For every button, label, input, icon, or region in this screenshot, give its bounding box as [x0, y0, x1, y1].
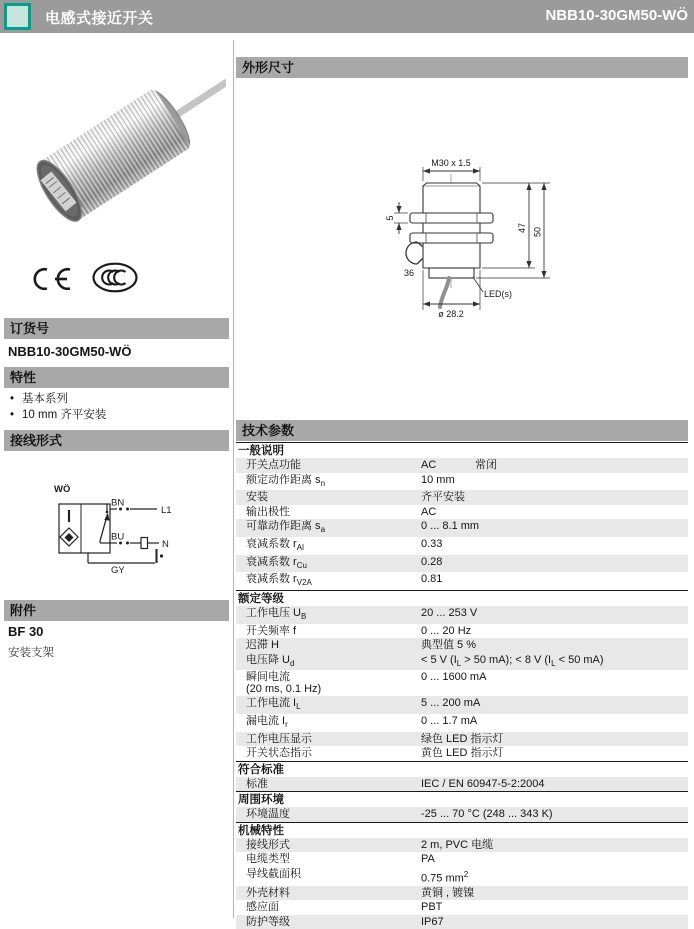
features-list [8, 391, 223, 423]
table-row [236, 458, 688, 473]
table-row [236, 838, 688, 853]
table-section-header: 符合标准 [236, 761, 688, 777]
param-value-part: AC [421, 459, 437, 471]
table-row [236, 746, 688, 761]
table-section-header: 额定等级 [236, 590, 688, 606]
certification-marks [28, 262, 208, 294]
param-value: 0 ... 20 Hz [421, 624, 472, 637]
param-value: IEC / EN 60947-5-2:2004 [421, 777, 545, 790]
param-label: 开关频率 f [246, 624, 297, 637]
param-label: 衰减系数 $r_{V2A}$ [246, 573, 312, 588]
param-label: 外壳材料 [246, 886, 290, 899]
ce-mark-icon [28, 266, 74, 292]
section-header-features: 特性 [4, 367, 229, 388]
length-50-label: 50 [532, 226, 543, 238]
param-value: 黄铜 , 镀镍 [421, 886, 475, 899]
table-row [236, 732, 688, 747]
param-value: 齐平安装 [421, 491, 465, 504]
section-header-dimensions: 外形尺寸 [236, 57, 688, 78]
feature-item: • 基本系列 [8, 391, 223, 407]
nut-thickness-label: 5 [385, 215, 395, 221]
wire-gy-label: GY [111, 565, 125, 576]
wiring-type-label: WÖ [54, 484, 71, 495]
param-value: 20 ... 253 V [421, 606, 478, 619]
param-value: < 5 V ($I_L > 50$ mA); < 8 V ($I_L < 50$ mA) [421, 653, 604, 668]
wire-bn-label: BN [111, 497, 125, 509]
product-photo [8, 48, 226, 256]
table-row [236, 490, 688, 505]
table-row [236, 624, 688, 639]
table-row [236, 900, 688, 915]
param-label: 电压降 $U_d$ [246, 653, 295, 668]
wire-bu-label: BU [111, 531, 125, 543]
param-label: 额定动作距离 $s_n$ [246, 473, 326, 488]
table-row [236, 886, 688, 901]
param-value [421, 458, 688, 473]
section-header-tech: 技术参数 [236, 420, 688, 441]
param-label: 感应面 [246, 901, 279, 914]
table-row [236, 670, 688, 696]
table-row [236, 915, 688, 929]
param-label: 可靠动作距离 $s_a$ [246, 520, 326, 535]
param-label: 开关状态指示 [246, 747, 312, 760]
param-value: 黄色 LED 指示灯 [421, 747, 504, 760]
table-section-header: 周围环境 [236, 791, 688, 807]
sensor-cable [173, 82, 226, 117]
terminal-n-label: N [162, 539, 169, 550]
param-value: PBT [421, 901, 443, 914]
feature-item: • 10 mm 齐平安装 [8, 407, 223, 423]
table-row [236, 537, 688, 555]
column-divider [233, 40, 234, 918]
table-section-header: 机械特性 [236, 822, 688, 838]
dimension-drawing [383, 140, 611, 332]
wiring-diagram [8, 462, 228, 580]
section-header-connection: 接线形式 [4, 430, 229, 451]
param-value: 2 m, PVC 电缆 [421, 838, 494, 851]
param-value: IP67 [421, 915, 444, 928]
table-row [236, 777, 688, 792]
param-value: PA [421, 853, 435, 866]
table-row [236, 714, 688, 732]
table-section-header: 一般说明 [236, 442, 688, 458]
param-label: 工作电压 $U_B$ [246, 606, 307, 622]
param-value: AC [421, 505, 437, 518]
param-label: 开关点功能 [246, 459, 301, 471]
wrench-icon [406, 242, 423, 264]
param-value: 10 mm [421, 473, 455, 486]
table-row [236, 653, 688, 671]
load-symbol [141, 538, 148, 549]
length-47-label: 47 [517, 222, 527, 234]
table-row [236, 696, 688, 714]
table-row [236, 473, 688, 491]
param-label: 安装 [246, 491, 268, 504]
param-value: 0 ... 8.1 mm [421, 520, 480, 533]
param-value: 0 ... 1600 mA [421, 671, 487, 684]
table-row [236, 852, 688, 867]
accessory-description: 安装支架 [8, 647, 54, 659]
terminal-l1-label: L1 [161, 505, 172, 516]
order-number: NBB10-30GM50-WÖ [8, 344, 132, 359]
hex-nut [410, 233, 493, 243]
param-value: 5 ... 200 mA [421, 697, 481, 710]
brand-square-icon [4, 3, 31, 30]
param-value: 绿色 LED 指示灯 [421, 732, 504, 745]
param-label: 瞬间电流 (20 ms, 0.1 Hz) [246, 671, 322, 695]
tech-table [236, 442, 688, 929]
section-header-order: 订货号 [4, 318, 229, 339]
param-value: 0.28 [421, 555, 443, 568]
param-label: 工作电压显示 [246, 732, 312, 745]
param-value: 0.75 $mm^2$ [421, 869, 469, 885]
accessory-model: BF 30 [8, 624, 44, 639]
param-label: 电缆类型 [246, 853, 290, 866]
param-label: 迟滞 H [246, 639, 279, 652]
table-row [236, 505, 688, 520]
param-label: 漏电流 $I_r$ [246, 715, 288, 730]
param-label: 导线截面积 [246, 867, 301, 880]
param-label: 接线形式 [246, 838, 290, 851]
thread-spec-label: M30 x 1.5 [431, 158, 471, 168]
table-row [236, 572, 688, 590]
page-title: 电感式接近开关 [45, 10, 154, 27]
param-value: 0 ... 1.7 mA [421, 715, 478, 727]
table-row [236, 555, 688, 573]
param-label: 输出极性 [246, 505, 290, 518]
param-label: 标准 [246, 777, 268, 790]
diameter-label: ø 28.2 [438, 309, 464, 319]
table-row [236, 807, 688, 822]
ccc-mark-icon [92, 262, 138, 293]
table-row [236, 638, 688, 653]
param-value: 典型值 5 % [421, 639, 477, 652]
param-label: 环境温度 [246, 808, 290, 821]
led-label: LED(s) [484, 289, 513, 299]
wrench-size-label: 36 [404, 268, 415, 278]
param-value: 0.81 [421, 573, 443, 586]
param-label: 工作电流 $I_L$ [246, 697, 301, 712]
param-label: 防护等级 [246, 915, 290, 928]
sensor-body [29, 53, 226, 227]
param-value: -25 ... 70 °C (248 ... 343 K) [421, 808, 553, 821]
param-value-part: 常闭 [475, 459, 497, 471]
table-row [236, 606, 688, 624]
product-model: NBB10-30GM50-WÖ [545, 7, 688, 24]
table-row [236, 867, 688, 886]
section-header-accessories: 附件 [4, 600, 229, 621]
param-label: 衰减系数 $r_{Al}$ [246, 537, 304, 553]
table-row [236, 519, 688, 537]
param-label: 衰减系数 $r_{Cu}$ [246, 555, 307, 570]
hex-nut [410, 213, 493, 223]
param-value: 0.33 [421, 537, 443, 550]
page-header-bar [0, 0, 694, 33]
